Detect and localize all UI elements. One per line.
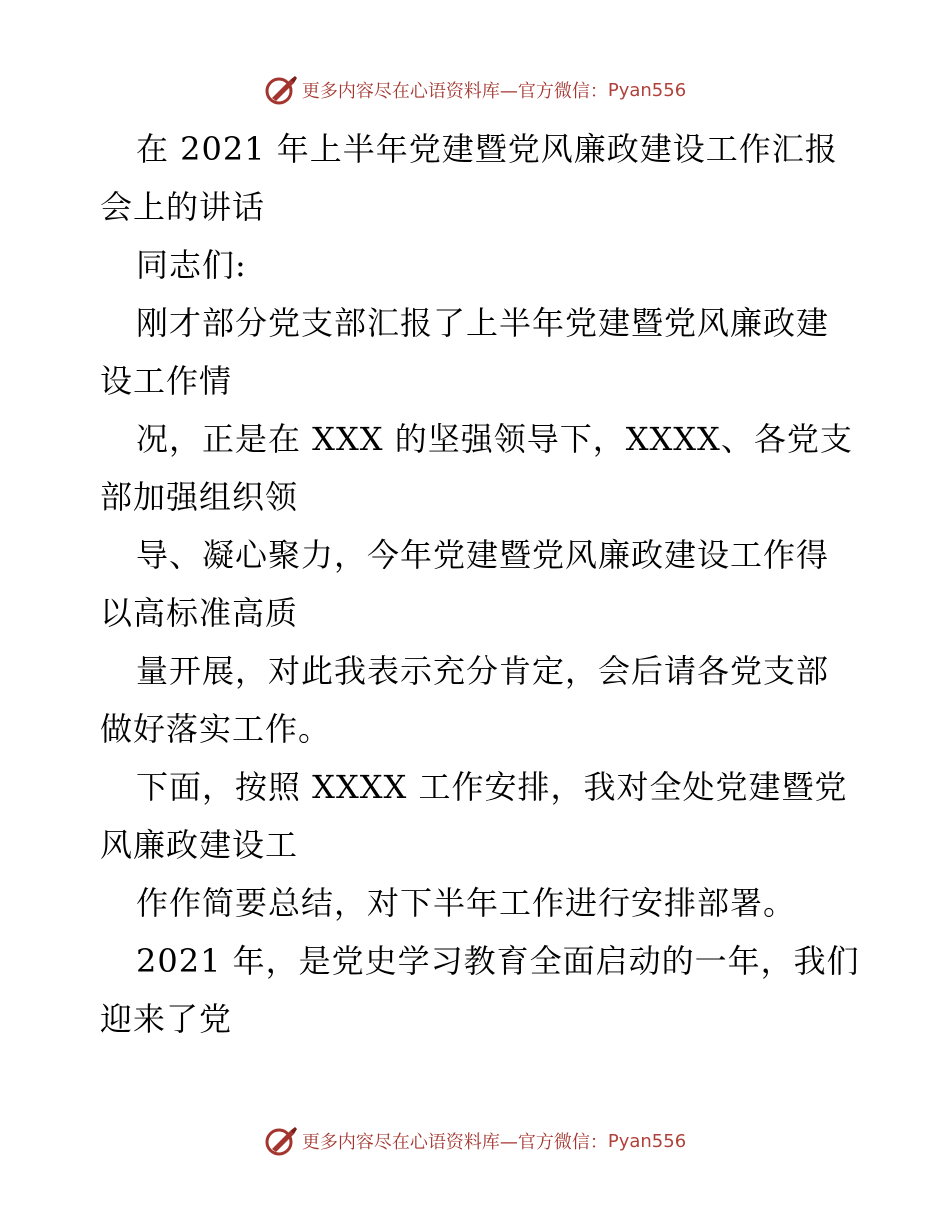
paragraph: 导、凝心聚力，今年党建暨党风廉政建设工作得以高标准高质 — [100, 536, 830, 632]
paragraph: 刚才部分党支部汇报了上半年党建暨党风廉政建设工作情 — [100, 304, 830, 400]
paragraph: 2021 年，是党史学习教育全面启动的一年，我们迎来了党 — [100, 942, 860, 1038]
watermark-text: 更多内容尽在心语资料库—官方微信： — [301, 1132, 608, 1153]
paragraph: 况，正是在 XXX 的坚强领导下，XXXX、各党支部加强组织领 — [100, 420, 853, 516]
watermark-header — [0, 74, 950, 106]
paragraph: 量开展，对此我表示充分肯定，会后请各党支部做好落实工作。 — [100, 652, 830, 748]
watermark-footer — [0, 1125, 950, 1157]
pen-logo-icon — [264, 74, 298, 106]
document-title: 在 2021 年上半年党建暨党风廉政建设工作汇报会上的讲话 — [100, 130, 838, 226]
paragraph: 作作简要总结，对下半年工作进行安排部署。 — [136, 884, 797, 922]
paragraph: 下面，按照 XXXX 工作安排，我对全处党建暨党风廉政建设工 — [100, 768, 848, 864]
salutation: 同志们: — [136, 246, 247, 284]
pen-logo-icon — [264, 1125, 298, 1157]
watermark-text: 更多内容尽在心语资料库—官方微信： — [301, 81, 608, 102]
watermark-wechat-id: Pyan556 — [607, 79, 687, 101]
document-body — [100, 120, 860, 1048]
watermark-wechat-id: Pyan556 — [607, 1130, 687, 1152]
